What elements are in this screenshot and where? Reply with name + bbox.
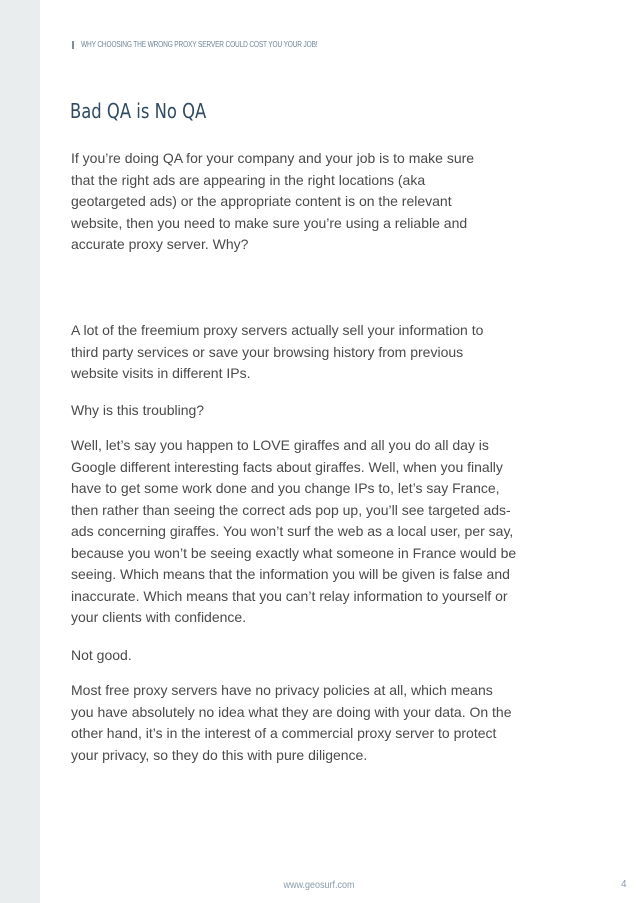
text-line: inaccurate. Which means that you can’t relay information to yourself or — [71, 587, 508, 604]
text-line: ads concerning giraffes. You won’t surf the web as a local user, per say, — [71, 523, 514, 539]
text-line: your clients with confidence. — [71, 609, 247, 625]
paragraph-intro — [71, 148, 474, 256]
text-line: accurate proxy server. Why? — [71, 236, 249, 252]
text-line: Why is this troubling? — [71, 402, 205, 418]
paragraph-giraffes — [71, 435, 516, 629]
text-line: If you’re doing QA for your company and your job is to make sure — [71, 150, 475, 166]
paragraph-privacy — [71, 680, 512, 766]
page-number: 4 — [621, 879, 627, 890]
text-line: Not good. — [71, 647, 132, 663]
text-line: geotargeted ads) or the appropriate content is on the relevant — [71, 193, 452, 209]
text-line: your privacy, so they do this with pure diligence. — [71, 746, 368, 763]
text-line: A lot of the freemium proxy servers actually sell your information to — [71, 322, 484, 338]
section-title: Bad QA is No QA — [70, 99, 207, 123]
page-sidebar — [0, 0, 40, 903]
text-line: other hand, it’s in the interest of a commercial proxy server to protect — [71, 725, 497, 741]
text-line: then rather than seeing the correct ads pop up, you’ll see targeted ads- — [71, 501, 511, 518]
text-line: Well, let’s say you happen to LOVE giraffes and all you do all day is — [71, 437, 489, 453]
paragraph-not-good — [71, 645, 132, 667]
text-line: third party services or save your browsing history from previous — [71, 343, 464, 360]
text-line: website visits in different IPs. — [71, 365, 251, 381]
text-line: have to get some work done and you change IPs to, let’s say France, — [71, 480, 500, 496]
footer-url-link[interactable]: www.geosurf.com — [283, 880, 355, 891]
text-line: Most free proxy servers have no privacy policies at all, which means — [71, 682, 493, 698]
text-line: that the right ads are appearing in the right locations (aka — [71, 171, 426, 188]
text-line: Google different interesting facts about giraffes. Well, when you finally — [71, 458, 503, 475]
text-line: seeing. Which means that the information you will be given is false and — [71, 566, 510, 582]
text-line: you have absolutely no idea what they are doing with your data. On the — [71, 703, 512, 720]
running-header — [72, 40, 369, 49]
text-line: website, then you need to make sure you’re using a reliable and — [71, 214, 468, 231]
running-title: WHY CHOOSING THE WRONG PROXY SERVER COULD COST YOU YOUR JOB! — [81, 40, 318, 49]
text-line: because you won’t be seeing exactly what someone in France would be — [71, 544, 517, 561]
paragraph-question — [71, 400, 204, 422]
header-accent-bar — [72, 41, 74, 49]
paragraph-freemium — [71, 320, 483, 385]
